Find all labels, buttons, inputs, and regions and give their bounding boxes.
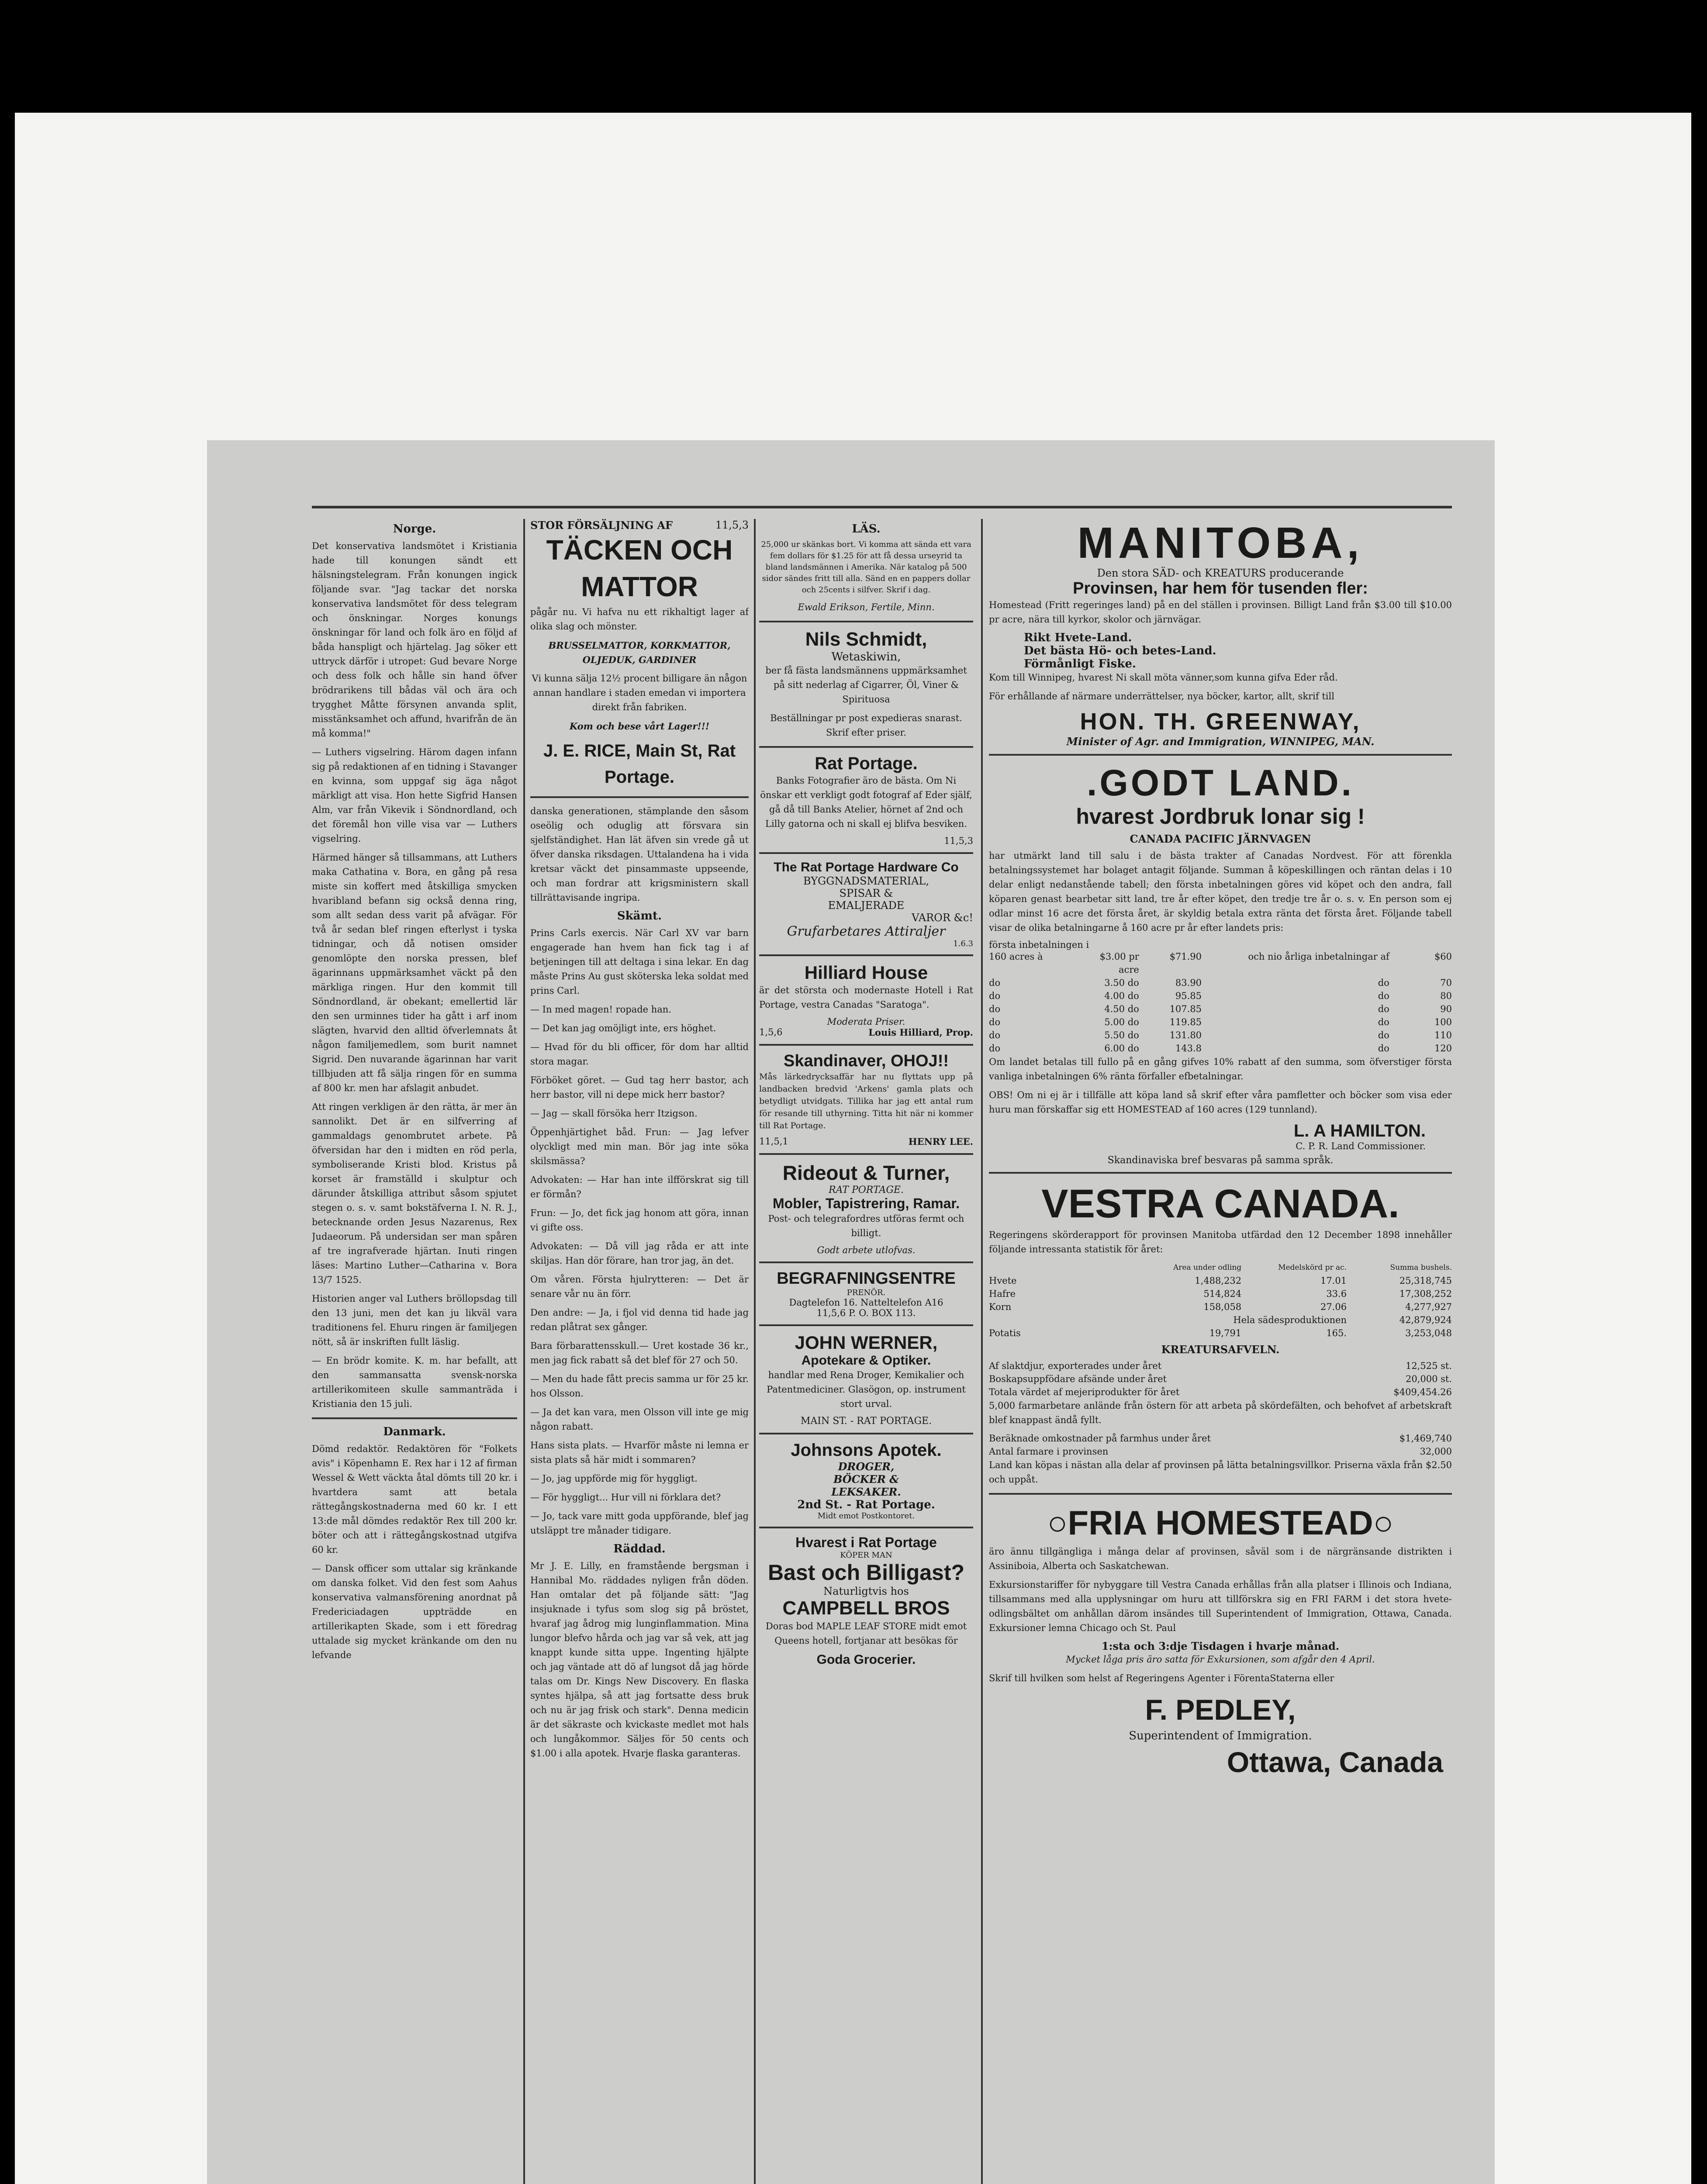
payment-table [989, 950, 1452, 1055]
ad-line: PRENÖR. [847, 1288, 886, 1297]
article-paragraph: Prins Carls exercis. När Carl XV var barn engagerade han hvem han fick tag i af betjeningen till att deltaga i sina lekar. En dag måste Prins Au gust sköterska leka soldat med prins Carl. [530, 928, 749, 996]
ad-line: BÖCKER & [833, 1473, 899, 1486]
ad-signature: Louis Hilliard, Prop. [868, 1027, 973, 1038]
article-paragraph: — Jag — skall försöka herr Itzigson. [530, 1108, 698, 1119]
table-row: Potatis 19,791 165. 3,253,048 [989, 1328, 1452, 1338]
table-row: Totala värdet af mejeriprodukter för året $409,454.26 [989, 1387, 1452, 1397]
ornament-icon: ○ [1047, 1503, 1068, 1542]
table-row: Korn 158,058 27.06 4,277,927 [989, 1302, 1452, 1312]
ad-advertiser: J. E. RICE, Main St, Rat Portage. [543, 741, 736, 787]
article-paragraph: Bara förbarattensskull.— Uret kostade 36 kr., men jag fick rabatt så det blef för 27 och 50. [530, 1341, 749, 1365]
article-paragraph: — In med magen! ropade han. [530, 1004, 672, 1015]
ad-text: 5,000 farmarbetare anlände från östern för att arbeta på skördefälten, och behofvet af arbetskraft blef knappast ändå fyllt. [989, 1400, 1452, 1425]
article-paragraph: Hans sista plats. — Hvarför måste ni lemna er sista plats så här midt i sommaren? [530, 1440, 749, 1465]
ad-title: Johnsons Apotek. [791, 1441, 942, 1460]
ad-title: Hvarest i Rat Portage [795, 1534, 937, 1550]
divider [759, 1153, 973, 1155]
ad-advertiser: HON. TH. GREENWAY, [1080, 708, 1361, 735]
ad-text: Beställningar pr post expedieras snarast. Skrif efter priser. [770, 713, 962, 738]
ad-items: BRUSSELMATTOR, KORKMATTOR, OLJEDUK, GARDINER [548, 640, 731, 665]
scan-frame [15, 113, 1691, 2184]
article-paragraph: Att ringen verkligen är den rätta, är mer än sannolikt. Det är en silfverring af gammaldags genombrutet arbete. På öfversidan har den i midten en röd perla, symboliserande Kristi blod. Kristus på korset är framställd i skulptur och därunder åtskilliga attribut såsom spjutet stegen o. s. v. samt bokstäfverna I. N. R. J., betecknande orden Jesus Nazarenus, Rex Judaeorum. På undersidan ser man spåren af tre ingrafverade hjärtan. Inuti ringen läses: Martino Luther—Catharina v. Bora 13/7 1525. [312, 1102, 517, 1285]
article-paragraph: — Dansk officer som uttalar sig kränkande om danska folket. Vid den fest som Aahus konservativa valmansförening anordnat på Fredericiadagen uppträdde en artillerikapten Skade, som i ett föredrag uttalade sig mycket kränkande om den nu lefvande [312, 1563, 517, 1660]
table-caption: första inbetalningen i [989, 940, 1089, 950]
divider [759, 852, 973, 854]
ad-text: ber få fästa landsmännens uppmärksamhet på sitt nederlag af Cigarrer, Öl, Viner & Spirituosa [765, 665, 967, 705]
ad-signature: L. A HAMILTON. [1293, 1121, 1426, 1140]
ad-text: äro ännu tillgängliga i många delar af provinsen, såväl som i de närgränsande distrikten i Assiniboia, Alberta och Saskatchewan. [989, 1546, 1452, 1571]
table-row: 160 acres à $3.00 pr acre $71.90 och nio årliga inbetalningar af $60 [989, 951, 1452, 975]
ad-text: Regeringens skörderapport för provinsen Manitoba utfärdad den 12 December 1898 innehåller följande intressanta statistik för året: [989, 1230, 1452, 1254]
ad-title: Rideout & Turner, [782, 1161, 950, 1184]
divider [989, 1172, 1452, 1174]
ad-title: VESTRA CANADA. [1041, 1182, 1399, 1226]
article-paragraph: Dömd redaktör. Redaktören för "Folkets avis" i Köpenhamn E. Rex har i 12 af firman Wessel & Wett väckta åtal dömts till 20 kr. i hvartdera samt att betala rättegångskostnaderna med 60 kr. I ett 13:de mål dömdes redaktör Rex till 200 kr. böter och att i rättegångskostnad utgifva 60 kr. [312, 1444, 517, 1555]
ad-text: pågår nu. Vi hafva nu ett rikhaltigt lager af olika slag och mönster. [530, 607, 749, 632]
divider [759, 621, 973, 622]
article-paragraph: danska generationen, stämplande den såsom oseölig och oduglig att försvara sin sjelfständighet. Han lät äfven sin vrede gå ut öfver danska riksdagen. Uttalandena ha i vida kretsar väckt det pinsammaste uppseende, och man fordrar att krigsministern skall tillrättavisande ingripa. [530, 806, 749, 903]
ad-line: KÖPER MAN [840, 1551, 892, 1560]
harvest-table [989, 1261, 1452, 1340]
ad-line: 1:sta och 3:dje Tisdagen i hvarje månad. [1101, 1640, 1340, 1652]
divider [759, 1261, 973, 1263]
ad-line: Moderata Priser. [827, 1016, 905, 1027]
section-heading: KREATURSAFVELN. [1161, 1343, 1280, 1356]
ad-line: Provinsen, har hem för tusenden fler: [1073, 579, 1368, 598]
ad-line: EMALJERADE [828, 899, 905, 912]
column-rule [523, 519, 525, 2184]
article-paragraph: — För hyggligt... Hur vill ni förklara det? [530, 1492, 721, 1503]
divider [759, 1527, 973, 1528]
table-row: Hvete 1,488,232 17.01 25,318,745 [989, 1275, 1452, 1286]
ad-text: OBS! Om ni ej är i tillfälle att köpa land så skrif efter våra pamfletter och böcker som visa eder huru man förskaffar sig ett HOMESTEAD af 160 acres (129 tunnland). [989, 1090, 1452, 1115]
ad-signature: Ewald Erikson, Fertile, Minn. [798, 602, 935, 612]
ad-place: Wetaskiwin, [831, 650, 901, 663]
ad-address: 2nd St. - Rat Portage. [797, 1498, 935, 1511]
article-paragraph: Förböket göret. — Gud tag herr bastor, ach herr bastor, vill ni depe mick herr bastor? [530, 1075, 749, 1100]
article-paragraph: Den andre: — Ja, i fjol vid denna tid hade jag redan plåtrat sex gånger. [530, 1307, 749, 1332]
ad-heading: STOR FÖRSÄLJNING AF [530, 519, 673, 532]
ad-address: MAIN ST. - RAT PORTAGE. [800, 1416, 932, 1427]
article-paragraph: Advokaten: — Då vill jag råda er att inte skiljas. Han dör förare, han tror jag, än det. [530, 1241, 749, 1266]
ad-place: RAT PORTAGE. [829, 1185, 904, 1196]
ad-text: handlar med Rena Droger, Kemikalier och Patentmediciner. Glasögon, op. instrument stort urval. [767, 1370, 966, 1409]
ad-line: BYGGNADSMATERIAL, [803, 875, 929, 887]
ad-header [530, 519, 749, 532]
ad-title: Hilliard House [804, 962, 928, 983]
divider [759, 746, 973, 748]
ad-line: Förmånligt Fiske. [1024, 657, 1136, 670]
ad-title: Skandinaver, OHOJ!! [783, 1052, 949, 1070]
article-paragraph: Frun: — Jo, det fick jag honom att göra, innan vi gifte oss. [530, 1208, 749, 1233]
ad-line: Superintendent of Immigration. [1129, 1729, 1312, 1742]
article-paragraph: Öppenhjärtighet båd. Frun: — Jag lefver olyckligt med min man. Bör jag inte söka skilsmässa? [530, 1127, 749, 1166]
ad-title: TÄCKEN OCH MATTOR [546, 534, 733, 602]
ad-place: Ottawa, Canada [1227, 1746, 1443, 1778]
ad-text: är det största och modernaste Hotell i Rat Portage, vestra Canadas "Saratoga". [759, 985, 973, 1010]
table-header: Area under odling Medelskörd pr ac. Summa bushels. [1173, 1263, 1452, 1272]
ad-title: BEGRAFNINGSENTRE [777, 1269, 956, 1288]
column-rule [754, 519, 756, 2184]
table-row: Hafre 514,824 33.6 17,308,252 [989, 1289, 1452, 1299]
ad-heading: LÄS. [852, 522, 881, 536]
ad-text: Kom och bese vårt Lager!!! [569, 721, 710, 732]
ad-title: MANITOBA, [1077, 519, 1364, 567]
ad-line: C. P. R. Land Commissioner. [1296, 1141, 1426, 1151]
article-paragraph: Advokaten: — Har han inte ilfförskrat sig till er förmån? [530, 1175, 749, 1199]
ad-text: Vi kunna sälja 12½ procent billigare än någon annan handlare i staden emedan vi importera direkt från fabriken. [532, 673, 747, 712]
ad-text: Post- och telegrafordres utföras fermt och billigt. [768, 1213, 964, 1238]
ad-line: Grufarbetares Attiraljer [787, 924, 946, 939]
table-row: Antal farmare i provinsen 32,000 [989, 1446, 1452, 1457]
column-rule [981, 519, 983, 2184]
ad-code: 1.6.3 [953, 939, 973, 948]
ad-title: .GODT LAND. [1087, 762, 1354, 803]
section-heading: Räddad. [613, 1542, 666, 1555]
article-paragraph: Det konservativa landsmötet i Kristiania hade till konungen sändt ett hälsningstelegram. Från konungen ingick följande svar. "Jag tackar det norska konservativa landsmötet för dess telegram och önskningar. Norges konungs önskningar för land och folk äro en följd af båda hanspligt och hjärtelag. Jag söker ett uttryck därför i utropet: Gud bevare Norge och dess folk och hålle sin hand öfver brödrarikens till bådas väl och ära och trygghet Måtte försynen anvanda split, misstänksamhet och affund, hvarifrån de än må komma!" [312, 541, 517, 739]
ad-text: Banks Fotografier äro de bästa. Om Ni önskar ett verkligt godt fotograf af Eder själf, gå då till Banks Atelier, hörnet af 2nd och Lilly gatorna och ni skall ej blifva besviken. [760, 775, 972, 829]
ad-line: Goda Grocerier. [816, 1652, 916, 1667]
table-row: Boskapsuppfödare afsände under året 20,000 st. [989, 1374, 1452, 1384]
divider [530, 796, 749, 798]
ad-advertiser: CAMPBELL BROS [782, 1597, 950, 1619]
ad-line: Den stora SÄD- och KREATURS producerande [1097, 567, 1344, 579]
ad-title: JOHN WERNER, [795, 1332, 938, 1353]
ad-code: 11,5,3 [715, 519, 749, 531]
ad-text: Om landet betalas till fullo på en gång gifves 10% rabatt af den summa, som öfverstiger första vanliga inbetalningen 6% ränta förfaller efbetalningar. [989, 1057, 1452, 1082]
newspaper-page [207, 440, 1495, 2184]
ad-line: DROGER, [838, 1460, 895, 1473]
ornament-icon: ○ [1373, 1503, 1394, 1542]
table-row: do 5.00 do 119.85 do 100 [989, 1017, 1452, 1027]
article-paragraph: — Luthers vigselring. Härom dagen infann sig på redaktionen af en tidning i Stavanger en kvinna, som uppgaf sig äga något märkligt att visa. Hon hette Sigfrid Hansen Alm, var från Vikevik i Söndnordland, och det föremål hon ville visa var — Luthers vigselring. [312, 747, 517, 844]
ad-signature: HENRY LEE. [908, 1136, 973, 1147]
column-2 [530, 519, 749, 2184]
ad-headline: Bast och Billigast? [767, 1560, 965, 1585]
ad-text: Kom till Winnipeg, hvarest Ni skall möta vänner,som kunna gifva Eder råd. [989, 672, 1338, 683]
ad-line: Minister of Agr. and Immigration, WINNIPEG, MAN. [1066, 735, 1375, 748]
ad-line: Mobler, Tapistrering, Ramar. [773, 1196, 960, 1211]
table-row: do 4.00 do 95.85 do 80 [989, 991, 1452, 1001]
ad-text: För erhållande af närmare underrättelser, nya böcker, kartor, allt, skrif till [989, 691, 1334, 702]
ad-address: Midt emot Postkontoret. [817, 1511, 915, 1521]
divider [312, 1417, 517, 1419]
article-paragraph: — Det kan jag omöjligt inte, ers höghet. [530, 1023, 716, 1033]
ad-line: SPISAR & [839, 887, 893, 899]
ad-text: Homestead (Fritt regeringes land) på en del ställen i provinsen. Billigt Land från $3.00 till $10.00 pr acre, nära till kyrkor, skolor och järnvägar. [989, 600, 1452, 625]
article-paragraph: — Ja det kan vara, men Olsson vill inte ge mig någon rabatt. [530, 1407, 749, 1432]
article-paragraph: — En brödr komite. K. m. har befallt, att den sammansatta svensk-norska artillerikomiteen skulle sammanträda i Kristiania den 15 juli. [312, 1355, 517, 1409]
article-paragraph: Historien anger val Luthers bröllopsdag till den 13 juni, men det kan ju likväl vara traditionens fel. Ehuru ringen är familjegen nött, så är inskriften fullt läslig. [312, 1293, 517, 1347]
ad-text: 25,000 ur skänkas bort. Vi komma att sända ett vara fem dollars för $1.25 för att få dessa urseyrid ta bland landsmännen i Amerika. När katalog på 500 sidor sändes fritt till alla. Sänd en en pappers dollar och 25cents i silfver. Skrif i dag. [761, 540, 971, 594]
ad-text: Land kan köpas i nästan alla delar af provinsen på lätta betalningsvillkor. Priserna växla från $2.50 och uppåt. [989, 1460, 1452, 1485]
column-1 [312, 519, 517, 2184]
article-paragraph: Härmed hänger så tillsammans, att Luthers maka Cathatina v. Bora, en gång på resa miste sin koffert med åtskilliga smycken hvaribland befann sig också denna ring, som allt sedan dess varit på afvägar. För två år sedan blef ringen efterlyst i tyska tidningar, och då notisen omsider genomlöpte den norska pressen, blef ägarinnans uppmärksamhet väckt på den märkliga ringen. Hur den kommit till Söndnordland, är obekant; emellertid lär den sen urminnes tider ha gått i arf inom slägten, hvarvid den alltid öfverlemnats åt någon familjemedlem, som burit namnet Sigrid. Den nuvarande ägarinnan har varit tillbjuden att få sälja ringen för en summa af 800 kr. men har afslagit anbudet. [312, 852, 517, 1093]
top-rule [312, 506, 1452, 508]
divider [989, 754, 1452, 756]
ad-footer [759, 1027, 973, 1038]
ad-code: 11,5,3 [944, 836, 973, 846]
ad-code: 1,5,6 [759, 1027, 783, 1037]
column-3 [759, 519, 973, 2184]
table-row: do 6.00 do 143.8 do 120 [989, 1043, 1452, 1054]
divider [759, 1044, 973, 1046]
section-heading: Norge. [393, 522, 436, 536]
table-row: Hela sädesproduktionen 42,879,924 [1233, 1315, 1452, 1325]
ad-line: Apotekare & Optiker. [801, 1353, 931, 1368]
divider [989, 1493, 1452, 1495]
article-paragraph: — Hvad för du bli officer, för dom har alltid stora magar. [530, 1042, 749, 1067]
section-heading: Danmark. [383, 1425, 446, 1438]
ad-text: har utmärkt land till salu i de bästa trakter af Canadas Nordvest. För att förenkla betalningssystemet har bolaget antagit följande. Summan å köpeskillingen och räntan delas i 10 delar enligt nedanstående tabell; den första inbetalningen göres vid köpet och den andra, fall köparen genast bearbetar sitt land, tre år efter köpet, den tredje tre år o. s. v. En person som ej odlar minst 16 acre det första året, är skyldig betala extra ränta det första året. Följande tabell visar de olika betalningarne å 160 acre pr år efter landets pris: [989, 850, 1452, 933]
article-paragraph: — Jo, jag uppförde mig för hyggligt. [530, 1473, 698, 1484]
article-paragraph: Om våren. Första hjulrytteren: — Det är senare vår nu än förr. [530, 1274, 749, 1299]
ad-title: The Rat Portage Hardware Co [774, 860, 959, 874]
ad-text: Mås lärkedrycksaffär har nu flyttats upp på landbacken bredvid 'Arkens' gamla plats och betydligt utvidgats. Tillika har jag ett antal rum för resande till uthyrning. Titta hit när ni kommer till Rat Portage. [759, 1072, 973, 1130]
section-heading: CANADA PACIFIC JÄRNVAGEN [1130, 833, 1311, 845]
divider [759, 1433, 973, 1434]
column-4 [989, 519, 1452, 2184]
divider [759, 954, 973, 956]
article-paragraph: — Jo, tack vare mitt goda uppförande, blef jag utsläppt tre månader tidigare. [530, 1511, 749, 1536]
divider [759, 1324, 973, 1326]
ad-line: Skandinaviska bref besvaras på samma språk. [1107, 1155, 1334, 1166]
ad-title: Rat Portage. [815, 754, 918, 773]
article-paragraph: — Men du hade fått precis samma ur för 25 kr. hos Olsson. [530, 1374, 749, 1399]
ad-text: Mycket låga pris äro satta för Exkursionen, som afgår den 4 April. [1066, 1654, 1375, 1665]
article-paragraph: Mr J. E. Lilly, en framstående bergsman i Hannibal Mo. räddades nyligen från döden. Han omtalar det på följande sätt: "Jag insjuknade i tyfus som slog sig på bröstet, hvaraf jag ådrog mig lunginflammation. Mina lungor blefvo hårda och jag var så vek, att jag knappt kunde sitta uppe. Ingenting hjälpte och jag väntade att dö af lungsot då jag hörde talas om Dr. Kings New Discovery. En flaska syntes hjälpa, så att jag fortsatte dess bruk och nu är jag frisk och stark". Denna medicin är det säkraste och kvickaste medlet mot hals och lungåkommor. Säljes för 50 cents och $1.00 i alla apotek. Hvarje flaska garanteras. [530, 1561, 749, 1759]
ad-title: Nils Schmidt, [805, 629, 927, 650]
ad-line: VAROR &c! [912, 912, 973, 924]
ad-line: 11,5,6 P. O. BOX 113. [816, 1308, 916, 1318]
ad-line: Dagtelefon 16. Natteltelefon A16 [789, 1297, 943, 1308]
ad-line: Rikt Hvete-Land. [1024, 631, 1132, 644]
ad-line: Naturligtvis hos [823, 1585, 909, 1597]
ad-advertiser: F. PEDLEY, [1145, 1693, 1296, 1726]
ad-line: LEKSAKER. [831, 1486, 901, 1498]
ad-code: 11,5,1 [759, 1136, 788, 1147]
table-row: Beräknade omkostnader på farmhus under året $1,469,740 [989, 1433, 1452, 1444]
table-row: do 5.50 do 131.80 do 110 [989, 1030, 1452, 1040]
ad-text: Skrif till hvilken som helst af Regeringens Agenter i FörentaStaterna eller [989, 1673, 1334, 1683]
ad-line: hvarest Jordbruk lonar sig ! [1076, 804, 1365, 829]
ad-line: Det bästa Hö- och betes-Land. [1024, 644, 1216, 657]
ad-text: Exkursionstariffer för nybyggare till Vestra Canada erhållas från alla platser i Illinois och Indiana, tillsammans med alla upplysningar om huru att tillförskra sig en FRI FARM i det stora hvete-odlingsbältet om anhållan därom insändes till Superintendent of Immigration, Ottawa, Canada. Exkursioner lemna Chicago och St. Paul [989, 1579, 1452, 1633]
ad-footer [759, 1136, 973, 1147]
table-row: do 4.50 do 107.85 do 90 [989, 1004, 1452, 1014]
ad-line: Godt arbete utlofvas. [817, 1245, 916, 1255]
ad-text: Doras bod MAPLE LEAF STORE midt emot Queens hotell, fortjanar att besökas för [765, 1621, 967, 1646]
table-row: Af slaktdjur, exporterades under året 12,525 st. [989, 1361, 1452, 1371]
table-row: do 3.50 do 83.90 do 70 [989, 978, 1452, 988]
section-heading: Skämt. [617, 909, 662, 923]
ad-title: ○FRIA HOMESTEAD○ [1047, 1503, 1394, 1542]
